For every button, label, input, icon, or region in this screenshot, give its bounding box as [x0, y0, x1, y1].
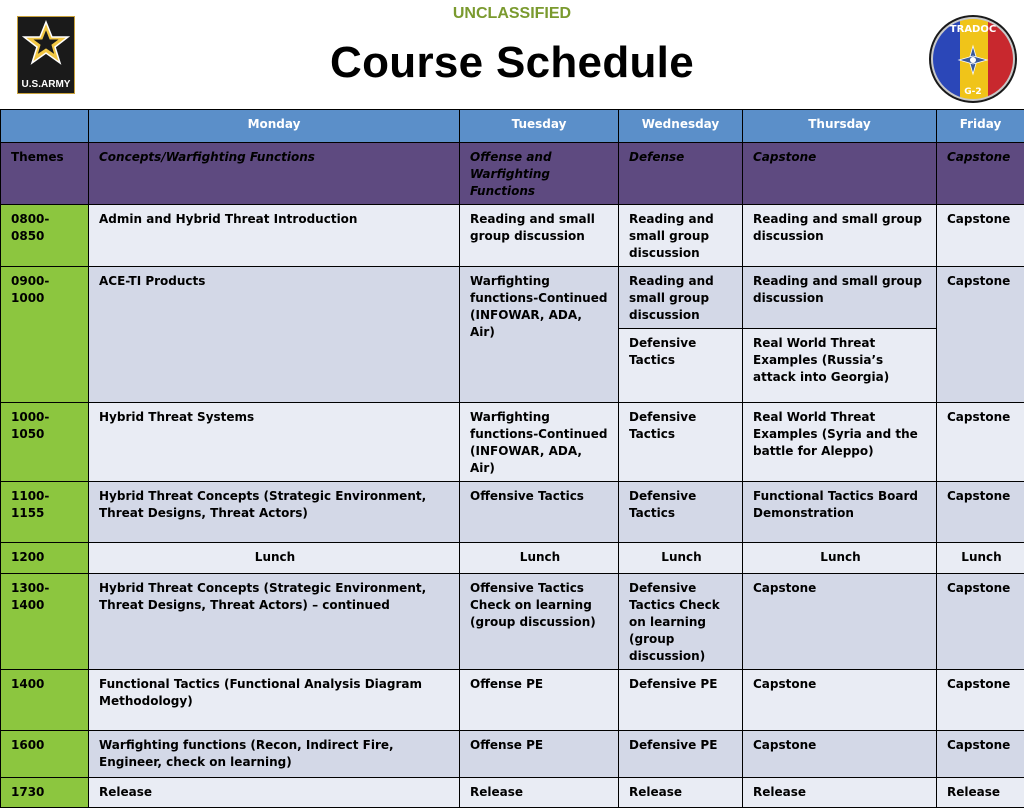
header-wednesday: Wednesday — [619, 110, 743, 143]
cell-monday: Hybrid Threat Systems — [89, 403, 460, 482]
cell-thursday: Lunch — [743, 543, 937, 574]
cell-monday: Functional Tactics (Functional Analysis Diagram Methodology) — [89, 670, 460, 731]
cell-thursday: Functional Tactics Board Demonstration — [743, 482, 937, 543]
cell-tuesday: Offensive Tactics Check on learning (group discussion) — [460, 574, 619, 670]
time-cell: 1600 — [1, 731, 89, 778]
cell-friday: Capstone — [937, 482, 1024, 543]
time-cell: 1300-1400 — [1, 574, 89, 670]
cell-tuesday: Reading and small group discussion — [460, 205, 619, 267]
cell-wednesday: Reading and small group discussion — [619, 205, 743, 267]
themes-tuesday: Offense and Warfighting Functions — [460, 143, 619, 205]
table-row — [1, 778, 1024, 808]
cell-tuesday: Offense PE — [460, 731, 619, 778]
table-row — [1, 205, 1024, 267]
tradoc-g2-seal-icon — [928, 14, 1018, 104]
cell-tuesday: Lunch — [460, 543, 619, 574]
themes-row — [1, 143, 1024, 205]
cell-friday: Capstone — [937, 267, 1024, 403]
cell-monday: Release — [89, 778, 460, 808]
cell-wednesday: Defensive Tactics — [619, 482, 743, 543]
table-row — [1, 731, 1024, 778]
cell-monday: Hybrid Threat Concepts (Strategic Environment, Threat Designs, Threat Actors) – continued — [89, 574, 460, 670]
cell-tuesday: Warfighting functions-Continued (INFOWAR, ADA, Air) — [460, 267, 619, 403]
themes-label: Themes — [1, 143, 89, 205]
cell-friday: Capstone — [937, 205, 1024, 267]
cell-thursday: Capstone — [743, 731, 937, 778]
header-monday: Monday — [89, 110, 460, 143]
header-thursday: Thursday — [743, 110, 937, 143]
header-row — [1, 110, 1024, 143]
cell-tuesday: Offense PE — [460, 670, 619, 731]
army-logo-text: U.S.ARMY — [18, 79, 74, 90]
cell-wednesday: Lunch — [619, 543, 743, 574]
cell-thursday: Capstone — [743, 574, 937, 670]
cell-tuesday: Warfighting functions-Continued (INFOWAR, ADA, Air) — [460, 403, 619, 482]
time-cell: 1730 — [1, 778, 89, 808]
themes-thursday: Capstone — [743, 143, 937, 205]
themes-friday: Capstone — [937, 143, 1024, 205]
cell-thursday: Real World Threat Examples (Syria and the battle for Aleppo) — [743, 403, 937, 482]
table-row — [1, 482, 1024, 543]
cell-monday: Warfighting functions (Recon, Indirect Fire, Engineer, check on learning) — [89, 731, 460, 778]
cell-wednesday: Defensive PE — [619, 670, 743, 731]
themes-monday: Concepts/Warfighting Functions — [89, 143, 460, 205]
cell-thursday: Reading and small group discussion — [743, 267, 937, 329]
cell-wednesday: Defensive Tactics — [619, 403, 743, 482]
cell-wednesday: Release — [619, 778, 743, 808]
cell-friday: Lunch — [937, 543, 1024, 574]
cell-friday: Capstone — [937, 731, 1024, 778]
time-cell: 0900-1000 — [1, 267, 89, 403]
cell-friday: Capstone — [937, 670, 1024, 731]
time-cell: 1100-1155 — [1, 482, 89, 543]
time-cell: 1200 — [1, 543, 89, 574]
header-corner — [1, 110, 89, 143]
time-cell: 1400 — [1, 670, 89, 731]
table-row — [1, 574, 1024, 670]
classification-banner: UNCLASSIFIED — [0, 5, 1024, 23]
seal-bottom-text: G-2 — [964, 87, 981, 97]
header-friday: Friday — [937, 110, 1024, 143]
table-row — [1, 543, 1024, 574]
cell-friday: Capstone — [937, 403, 1024, 482]
cell-wednesday: Reading and small group discussion — [619, 267, 743, 329]
cell-wednesday: Defensive Tactics — [619, 329, 743, 403]
cell-monday: Admin and Hybrid Threat Introduction — [89, 205, 460, 267]
time-cell: 0800-0850 — [1, 205, 89, 267]
seal-top-text: TRADOC — [950, 24, 996, 35]
header-tuesday: Tuesday — [460, 110, 619, 143]
cell-thursday: Release — [743, 778, 937, 808]
cell-thursday: Reading and small group discussion — [743, 205, 937, 267]
table-row — [1, 267, 1024, 329]
table-row — [1, 403, 1024, 482]
cell-monday: Lunch — [89, 543, 460, 574]
cell-wednesday: Defensive PE — [619, 731, 743, 778]
cell-tuesday: Release — [460, 778, 619, 808]
cell-wednesday: Defensive Tactics Check on learning (group discussion) — [619, 574, 743, 670]
cell-monday: Hybrid Threat Concepts (Strategic Environment, Threat Designs, Threat Actors) — [89, 482, 460, 543]
cell-monday: ACE-TI Products — [89, 267, 460, 403]
themes-wednesday: Defense — [619, 143, 743, 205]
time-cell: 1000-1050 — [1, 403, 89, 482]
cell-tuesday: Offensive Tactics — [460, 482, 619, 543]
table-row — [1, 670, 1024, 731]
cell-friday: Release — [937, 778, 1024, 808]
cell-friday: Capstone — [937, 574, 1024, 670]
cell-thursday: Capstone — [743, 670, 937, 731]
page-title: Course Schedule — [0, 38, 1024, 88]
course-schedule-table — [0, 109, 1024, 808]
cell-thursday: Real World Threat Examples (Russia’s attack into Georgia) — [743, 329, 937, 403]
